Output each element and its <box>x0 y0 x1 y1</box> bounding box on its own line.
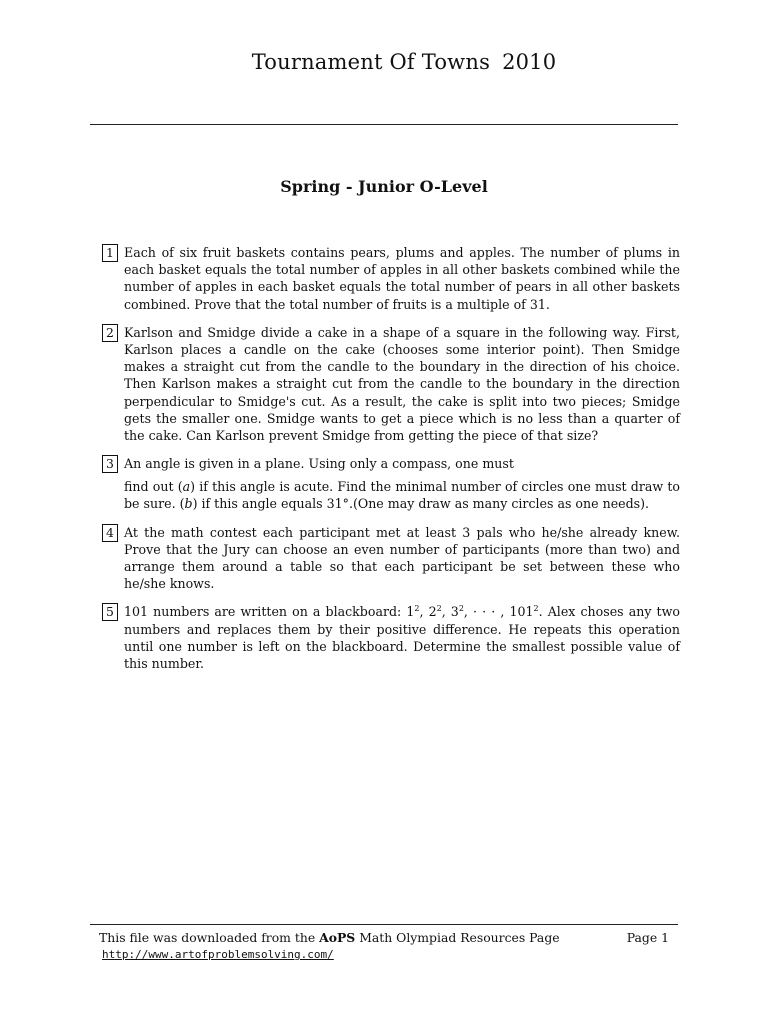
footer-prefix: This file was downloaded from the <box>99 930 320 945</box>
footer-url-link[interactable]: http://www.artofproblemsolving.com/ <box>102 948 334 961</box>
problem-number-4: 4 <box>102 524 118 542</box>
problem-text-3 <box>124 455 680 472</box>
problem-3-part-a-prefix: find out ( <box>124 479 183 495</box>
exponent-last: 2 <box>533 604 539 614</box>
problem-text-5 <box>124 603 680 672</box>
problem-list <box>102 244 680 683</box>
top-divider <box>90 124 678 125</box>
title-year: 2010 <box>502 50 557 74</box>
problem-3-continuation <box>124 478 680 512</box>
problem-5-term-3: , 3 <box>441 604 459 620</box>
problem-1 <box>102 244 680 313</box>
problem-5-term-last: , · · · , 101 <box>463 604 534 620</box>
title-text: Tournament Of Towns <box>251 50 491 74</box>
exponent-2: 2 <box>436 604 442 614</box>
footer <box>99 930 669 945</box>
problem-5-rest: . Alex choses any two numbers and replaces them by their positive difference. He repeats this operation until one number is left on the blackboard. Determine the smallest possible value of this number. <box>124 604 680 672</box>
document-title <box>0 50 768 74</box>
page-number: Page 1 <box>626 930 669 945</box>
exponent-3: 2 <box>458 604 464 614</box>
footer-brand: AoPS <box>319 930 356 945</box>
problem-number-1: 1 <box>102 244 118 262</box>
footer-suffix: Math Olympiad Resources Page <box>355 930 560 945</box>
problem-2 <box>102 324 680 444</box>
problem-5-term-2: , 2 <box>419 604 437 620</box>
section-title: Spring - Junior O-Level <box>280 177 488 196</box>
problem-4 <box>102 524 680 593</box>
problem-3-intro: An angle is given in a plane. Using only a compass, one must <box>124 456 514 472</box>
problem-5 <box>102 603 680 672</box>
problem-number-2: 2 <box>102 324 118 342</box>
footer-credit <box>99 930 560 945</box>
problem-3-var-a: a <box>182 479 191 495</box>
footer-divider <box>90 924 678 925</box>
problem-text-1: Each of six fruit baskets contains pears, plums and apples. The number of plums in each basket equals the total number of apples in all other baskets combined while the number of apples in each basket equals the total number of pears in all other baskets combined. Prove that the total number of fruits is a multiple of 31. <box>124 245 680 312</box>
problem-5-lead: 101 numbers are written on a blackboard: 1 <box>124 604 415 620</box>
problem-3-part-b-prefix: ) if this angle is acute. Find the minimal number of circles one must draw to be sure. ( <box>124 479 680 512</box>
problem-text-4: At the math contest each participant met at least 3 pals who he/she already knew. Prove that the Jury can choose an even number of participants (more than two) and arrange them around a table so that each participant be set between these who he/she knows. <box>124 524 680 592</box>
exponent-1: 2 <box>414 604 420 614</box>
problem-number-3: 3 <box>102 455 118 473</box>
problem-3 <box>102 455 680 473</box>
problem-3-var-b: b <box>184 496 193 512</box>
problem-number-5: 5 <box>102 603 118 621</box>
problem-3-part-c: ) if this angle equals 31°.(One may draw as many circles as one needs). <box>192 496 650 512</box>
problem-text-2: Karlson and Smidge divide a cake in a shape of a square in the following way. First, Karlson places a candle on the cake (chooses some interior point). Then Smidge makes a straight cut from the candle to the boundary in the direction of his choice. Then Karlson makes a straight cut from the candle to the boundary in the direction perpendicular to Smidge's cut. As a result, the cake is split into two pieces; Smidge gets the smaller one. Smidge wants to get a piece which is no less than a quarter of the cake. Can Karlson prevent Smidge from getting the piece of that size? <box>124 324 680 444</box>
